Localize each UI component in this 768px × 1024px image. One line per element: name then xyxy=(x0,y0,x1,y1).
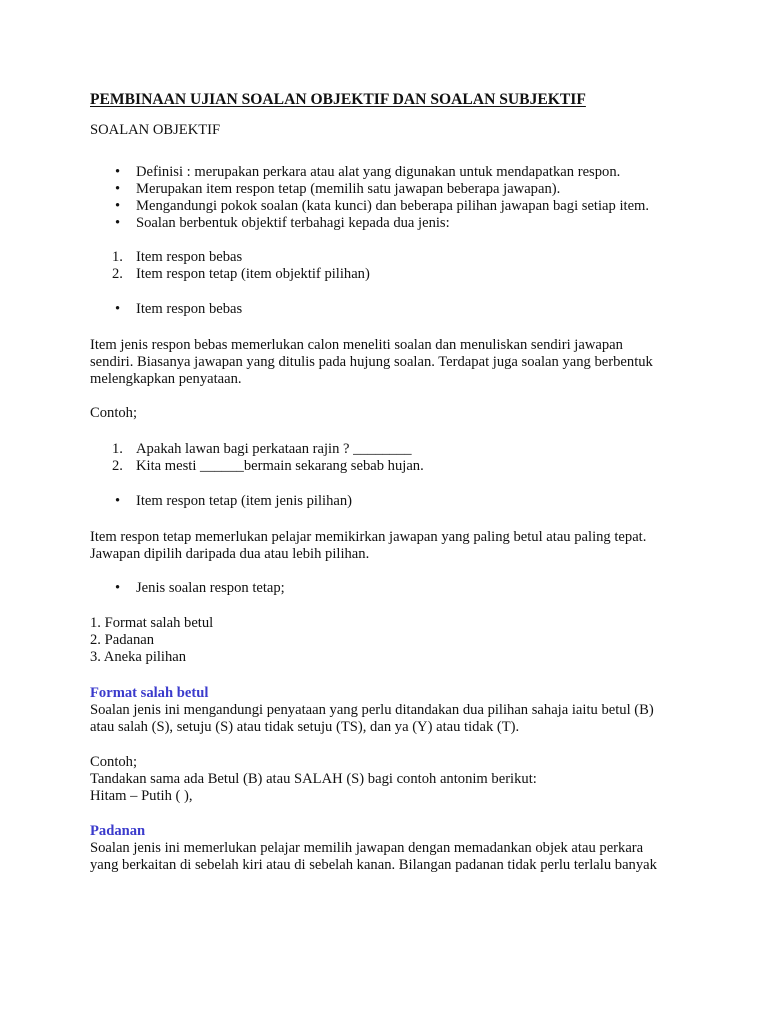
list-item: • Jenis soalan respon tetap; xyxy=(115,580,285,596)
list-item: 1. Item respon bebas xyxy=(112,249,243,265)
list-item: 1. Format salah betul xyxy=(90,615,214,631)
bullet-icon: • xyxy=(115,164,121,180)
list-item: 1. Apakah lawan bagi perkataan rajin ? ________ xyxy=(112,441,412,457)
contoh-label-2: Contoh; xyxy=(90,754,138,770)
respon-bebas-bullet xyxy=(90,301,242,318)
bullet-icon: • xyxy=(115,580,121,596)
contoh-label: Contoh; xyxy=(90,405,138,421)
jenis-bullet xyxy=(90,580,285,597)
bullet-icon: • xyxy=(115,181,121,197)
respon-tetap-paragraph: Item respon tetap memerlukan pelajar memikirkan jawapan yang paling betul atau paling tepat. Jawapan dipilih daripada dua atau lebih pilihan. xyxy=(90,529,647,562)
intro-bullet-list xyxy=(90,164,649,232)
contoh-numbered-list xyxy=(90,441,424,475)
list-item: • Definisi : merupakan perkara atau alat yang digunakan untuk mendapatkan respon. xyxy=(115,164,621,180)
list-item: • Merupakan item respon tetap (memilih satu jawapan beberapa jawapan). xyxy=(115,181,561,197)
section-heading: SOALAN OBJEKTIF xyxy=(90,122,221,138)
jenis-list xyxy=(90,615,690,666)
list-item: 2. Padanan xyxy=(90,632,155,648)
list-item: 2. Kita mesti ______bermain sekarang sebab hujan. xyxy=(112,458,424,474)
document-title: PEMBINAAN UJIAN SOALAN OBJEKTIF DAN SOALAN SUBJEKTIF xyxy=(90,91,586,108)
respon-tetap-bullet xyxy=(90,493,352,510)
contoh-2-text: Tandakan sama ada Betul (B) atau SALAH (S) bagi contoh antonim berikut: Hitam – Putih ( ), xyxy=(90,771,537,804)
format-salah-betul-paragraph: Soalan jenis ini mengandungi penyataan yang perlu ditandakan dua pilihan sahaja iaitu betul (B) atau salah (S), setuju (S) atau tidak setuju (TS), dan ya (Y) atau tidak (T). xyxy=(90,702,654,735)
types-numbered-list xyxy=(90,249,370,283)
list-item: 2. Item respon tetap (item objektif pilihan) xyxy=(112,266,370,282)
bullet-icon: • xyxy=(115,493,121,509)
list-item: 3. Aneka pilihan xyxy=(90,649,187,665)
bullet-icon: • xyxy=(115,301,121,317)
list-item: • Item respon bebas xyxy=(115,301,243,317)
padanan-heading: Padanan xyxy=(90,823,146,839)
bullet-icon: • xyxy=(115,198,121,214)
padanan-paragraph: Soalan jenis ini memerlukan pelajar memilih jawapan dengan memadankan objek atau perkara yang berkaitan di sebelah kiri atau di sebelah kanan. Bilangan padanan tidak perlu terlalu banyak xyxy=(90,840,657,873)
list-item: • Soalan berbentuk objektif terbahagi kepada dua jenis: xyxy=(115,215,450,231)
respon-bebas-paragraph: Item jenis respon bebas memerlukan calon meneliti soalan dan menuliskan sendiri jawapan sendiri. Biasanya jawapan yang ditulis pada hujung soalan. Terdapat juga soalan yang berbentuk melengkapkan penyataan. xyxy=(90,337,653,387)
bullet-icon: • xyxy=(115,215,121,231)
list-item: • Item respon tetap (item jenis pilihan) xyxy=(115,493,353,509)
list-item: • Mengandungi pokok soalan (kata kunci) dan beberapa pilihan jawapan bagi setiap item. xyxy=(115,198,650,214)
format-salah-betul-heading: Format salah betul xyxy=(90,685,209,701)
